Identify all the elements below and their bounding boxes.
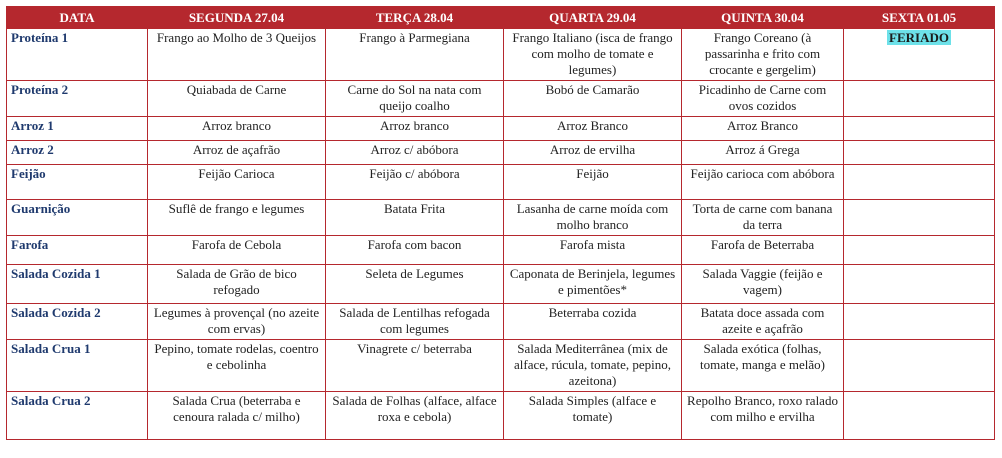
menu-cell: Arroz Branco bbox=[682, 117, 844, 141]
header-tuesday: TERÇA 28.04 bbox=[326, 7, 504, 29]
menu-cell: Pepino, tomate rodelas, coentro e cebolinha bbox=[148, 340, 326, 392]
header-thursday: QUINTA 30.04 bbox=[682, 7, 844, 29]
table-row bbox=[7, 117, 995, 141]
friday-cell bbox=[844, 304, 995, 340]
menu-cell: Arroz de ervilha bbox=[504, 141, 682, 165]
row-label: Feijão bbox=[7, 165, 148, 200]
menu-cell: Farofa de Beterraba bbox=[682, 236, 844, 265]
menu-cell: Picadinho de Carne com ovos cozidos bbox=[682, 81, 844, 117]
friday-cell bbox=[844, 392, 995, 440]
menu-cell: Suflê de frango e legumes bbox=[148, 200, 326, 236]
friday-cell bbox=[844, 340, 995, 392]
row-label: Salada Cozida 1 bbox=[7, 265, 148, 304]
row-label: Arroz 2 bbox=[7, 141, 148, 165]
friday-cell bbox=[844, 81, 995, 117]
friday-cell bbox=[844, 117, 995, 141]
row-label: Farofa bbox=[7, 236, 148, 265]
friday-cell bbox=[844, 236, 995, 265]
menu-cell: Farofa de Cebola bbox=[148, 236, 326, 265]
menu-cell: Batata Frita bbox=[326, 200, 504, 236]
menu-cell: Feijão bbox=[504, 165, 682, 200]
holiday-label: FERIADO bbox=[889, 30, 949, 45]
menu-cell: Lasanha de carne moída com molho branco bbox=[504, 200, 682, 236]
table-row bbox=[7, 265, 995, 304]
friday-cell bbox=[844, 29, 995, 81]
menu-cell: Salada de Folhas (alface, alface roxa e cebola) bbox=[326, 392, 504, 440]
menu-cell: Salada Simples (alface e tomate) bbox=[504, 392, 682, 440]
menu-cell: Frango Italiano (isca de frango com molho de tomate e legumes) bbox=[504, 29, 682, 81]
menu-cell: Torta de carne com banana da terra bbox=[682, 200, 844, 236]
menu-cell: Salada Mediterrânea (mix de alface, rúcula, tomate, pepino, azeitona) bbox=[504, 340, 682, 392]
friday-cell bbox=[844, 165, 995, 200]
menu-cell: Frango à Parmegiana bbox=[326, 29, 504, 81]
row-label: Salada Cozida 2 bbox=[7, 304, 148, 340]
menu-cell: Quiabada de Carne bbox=[148, 81, 326, 117]
row-label: Arroz 1 bbox=[7, 117, 148, 141]
menu-cell: Seleta de Legumes bbox=[326, 265, 504, 304]
table-body bbox=[7, 29, 995, 440]
menu-cell: Salada Vaggie (feijão e vagem) bbox=[682, 265, 844, 304]
header-data: DATA bbox=[7, 7, 148, 29]
menu-cell: Repolho Branco, roxo ralado com milho e ervilha bbox=[682, 392, 844, 440]
row-label: Proteína 2 bbox=[7, 81, 148, 117]
menu-cell: Salada de Lentilhas refogada com legumes bbox=[326, 304, 504, 340]
menu-cell: Feijão c/ abóbora bbox=[326, 165, 504, 200]
table-row bbox=[7, 340, 995, 392]
friday-cell bbox=[844, 141, 995, 165]
menu-cell: Feijão Carioca bbox=[148, 165, 326, 200]
weekly-menu-table bbox=[6, 6, 995, 440]
table-row bbox=[7, 304, 995, 340]
table-row bbox=[7, 200, 995, 236]
menu-cell: Caponata de Berinjela, legumes e pimentões* bbox=[504, 265, 682, 304]
row-label: Guarnição bbox=[7, 200, 148, 236]
menu-cell: Feijão carioca com abóbora bbox=[682, 165, 844, 200]
menu-cell: Arroz de açafrão bbox=[148, 141, 326, 165]
menu-cell: Carne do Sol na nata com queijo coalho bbox=[326, 81, 504, 117]
row-label: Salada Crua 2 bbox=[7, 392, 148, 440]
menu-cell: Salada exótica (folhas, tomate, manga e melão) bbox=[682, 340, 844, 392]
row-label: Salada Crua 1 bbox=[7, 340, 148, 392]
friday-cell bbox=[844, 200, 995, 236]
menu-cell: Arroz Branco bbox=[504, 117, 682, 141]
menu-cell: Salada de Grão de bico refogado bbox=[148, 265, 326, 304]
header-wednesday: QUARTA 29.04 bbox=[504, 7, 682, 29]
header-row bbox=[7, 7, 995, 29]
menu-cell: Legumes à provençal (no azeite com ervas) bbox=[148, 304, 326, 340]
menu-cell: Beterraba cozida bbox=[504, 304, 682, 340]
row-label: Proteína 1 bbox=[7, 29, 148, 81]
friday-cell bbox=[844, 265, 995, 304]
menu-cell: Farofa com bacon bbox=[326, 236, 504, 265]
table-row bbox=[7, 141, 995, 165]
menu-cell: Frango ao Molho de 3 Queijos bbox=[148, 29, 326, 81]
menu-cell: Salada Crua (beterraba e cenoura ralada c/ milho) bbox=[148, 392, 326, 440]
table-row bbox=[7, 29, 995, 81]
table-row bbox=[7, 165, 995, 200]
menu-cell: Arroz c/ abóbora bbox=[326, 141, 504, 165]
menu-cell: Batata doce assada com azeite e açafrão bbox=[682, 304, 844, 340]
menu-cell: Vinagrete c/ beterraba bbox=[326, 340, 504, 392]
menu-cell: Frango Coreano (à passarinha e frito com crocante e gergelim) bbox=[682, 29, 844, 81]
menu-cell: Bobó de Camarão bbox=[504, 81, 682, 117]
header-friday: SEXTA 01.05 bbox=[844, 7, 995, 29]
menu-cell: Arroz á Grega bbox=[682, 141, 844, 165]
table-row bbox=[7, 236, 995, 265]
header-monday: SEGUNDA 27.04 bbox=[148, 7, 326, 29]
table-header bbox=[7, 7, 995, 29]
table-row bbox=[7, 81, 995, 117]
menu-cell: Arroz branco bbox=[148, 117, 326, 141]
menu-cell: Arroz branco bbox=[326, 117, 504, 141]
menu-cell: Farofa mista bbox=[504, 236, 682, 265]
table-row bbox=[7, 392, 995, 440]
